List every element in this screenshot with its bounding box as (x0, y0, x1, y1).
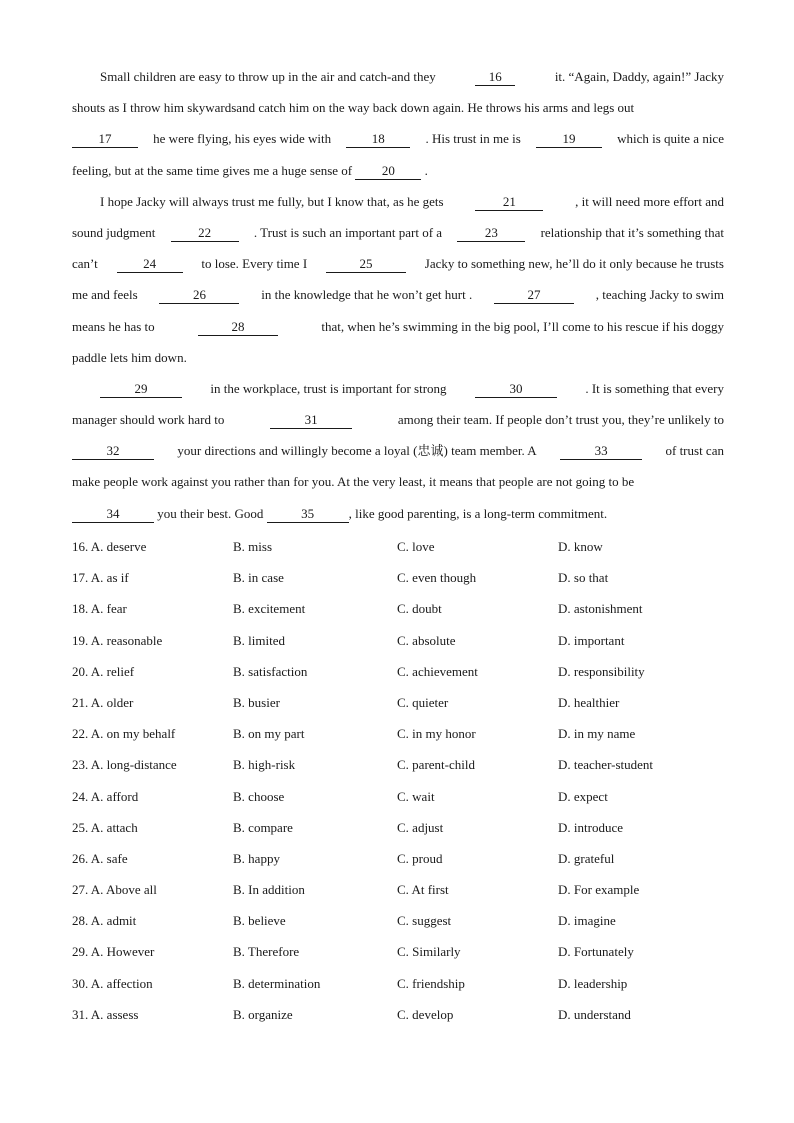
option-b[interactable]: B. limited (233, 632, 285, 648)
passage-line (72, 499, 724, 530)
passage-line (72, 156, 724, 187)
passage-text: I hope Jacky will always trust me fully, but I know that, as he gets (100, 193, 444, 209)
passage-line (72, 312, 724, 343)
passage-line (72, 187, 724, 218)
blank-23[interactable]: 23 (457, 225, 525, 242)
passage-text: manager should work hard to (72, 412, 225, 428)
option-b[interactable]: B. on my part (233, 726, 305, 742)
option-c[interactable]: C. Similarly (397, 944, 461, 960)
option-c[interactable]: C. doubt (397, 601, 442, 617)
option-a[interactable]: 21. A. older (72, 694, 134, 710)
option-d[interactable]: D. grateful (558, 850, 615, 866)
option-a[interactable]: 16. A. deserve (72, 539, 147, 554)
option-a[interactable]: 22. A. on my behalf (72, 726, 176, 742)
option-a[interactable]: 20. A. relief (72, 663, 135, 679)
option-b[interactable]: B. believe (233, 913, 286, 929)
option-d[interactable]: D. leadership (558, 975, 628, 991)
blank-28[interactable]: 28 (198, 319, 278, 336)
option-c[interactable]: C. adjust (397, 819, 444, 835)
option-c[interactable]: C. absolute (397, 632, 456, 648)
option-c[interactable]: C. friendship (397, 975, 465, 991)
blank-17[interactable]: 17 (72, 131, 138, 148)
passage-text: means he has to (72, 318, 155, 334)
passage-text: Small children are easy to throw up in the air and catch-and they (100, 69, 436, 84)
option-d[interactable]: D. in my name (558, 726, 636, 742)
blank-35[interactable]: 35 (267, 506, 349, 523)
blank-26[interactable]: 26 (159, 287, 239, 304)
passage-line (72, 467, 724, 498)
passage-text: to lose. Every time I (201, 256, 308, 272)
question-row (72, 688, 724, 719)
option-c[interactable]: C. achievement (397, 663, 478, 679)
question-row (72, 563, 724, 594)
option-c[interactable]: C. wait (397, 788, 435, 804)
passage-text: can’t (72, 256, 98, 272)
blank-25[interactable]: 25 (326, 256, 406, 273)
option-c[interactable]: C. proud (397, 850, 443, 866)
passage-text: he were flying, his eyes wide with (153, 131, 332, 147)
option-b[interactable]: B. miss (233, 539, 273, 554)
passage-text: . It is something that every (585, 380, 724, 396)
option-d[interactable]: D. know (558, 539, 603, 554)
passage-text: shouts as I throw him skywardsand catch him on the way back down again. He throws his arms and legs out (72, 100, 635, 116)
passage-line (72, 62, 724, 93)
passage-line (72, 124, 724, 155)
passage-text: in the workplace, trust is important for strong (210, 380, 447, 396)
passage-text: me and feels (72, 287, 138, 303)
option-a[interactable]: 28. A. admit (72, 913, 137, 929)
passage-line (72, 218, 724, 249)
option-c[interactable]: C. At first (397, 882, 449, 898)
question-row (72, 626, 724, 657)
blank-33[interactable]: 33 (560, 443, 642, 460)
question-row (72, 719, 724, 750)
cloze-passage (72, 62, 724, 530)
option-d[interactable]: D. teacher-student (558, 757, 654, 773)
blank-30[interactable]: 30 (475, 381, 557, 398)
option-d[interactable]: D. introduce (558, 819, 623, 835)
passage-text: , it will need more effort and (575, 193, 724, 209)
passage-text: . (424, 162, 428, 178)
option-c[interactable]: C. in my honor (397, 726, 476, 742)
option-a[interactable]: 23. A. long-distance (72, 757, 177, 773)
option-b[interactable]: B. satisfaction (233, 663, 308, 679)
blank-18[interactable]: 18 (346, 131, 410, 148)
blank-21[interactable]: 21 (475, 194, 543, 211)
option-d[interactable]: D. responsibility (558, 663, 645, 679)
option-a[interactable]: 29. A. However (72, 944, 155, 960)
option-b[interactable]: B. compare (233, 819, 293, 835)
option-a[interactable]: 27. A. Above all (72, 882, 157, 898)
option-d[interactable]: D. expect (558, 788, 608, 804)
blank-19[interactable]: 19 (536, 131, 602, 148)
question-row (72, 594, 724, 625)
option-a[interactable]: 31. A. assess (72, 1006, 139, 1022)
question-row (72, 937, 724, 968)
question-row (72, 813, 724, 844)
passage-text: , teaching Jacky to swim (595, 287, 724, 303)
option-a[interactable]: 26. A. safe (72, 850, 128, 866)
blank-20[interactable]: 20 (355, 163, 421, 180)
option-a[interactable]: 30. A. affection (72, 975, 153, 991)
passage-text: Jacky to something new, he’ll do it only because he trusts (424, 256, 724, 272)
option-d[interactable]: D. Fortunately (558, 944, 634, 960)
passage-text: . His trust in me is (425, 131, 521, 147)
blank-31[interactable]: 31 (270, 412, 352, 429)
option-a[interactable]: 24. A. afford (72, 788, 139, 804)
passage-line (72, 436, 724, 467)
passage-text: in the knowledge that he won’t get hurt . (261, 287, 473, 303)
option-b[interactable]: B. excitement (233, 601, 306, 617)
passage-line (72, 93, 724, 124)
option-a[interactable]: 17. A. as if (72, 570, 129, 586)
question-row (72, 875, 724, 906)
option-b[interactable]: B. Therefore (233, 944, 300, 960)
question-row (72, 782, 724, 813)
passage-text: , like good parenting, is a long-term commitment. (348, 505, 608, 521)
option-d[interactable]: D. so that (558, 570, 609, 586)
option-b[interactable]: B. in case (233, 570, 284, 586)
blank-29[interactable]: 29 (100, 381, 182, 398)
passage-text: among their team. If people don’t trust you, they’re unlikely to (397, 412, 724, 428)
blank-34[interactable]: 34 (72, 506, 154, 523)
blank-27[interactable]: 27 (494, 287, 574, 304)
passage-text: relationship that it’s something that (540, 224, 724, 240)
option-b[interactable]: B. busier (233, 694, 280, 710)
option-c[interactable]: C. develop (397, 1006, 454, 1022)
option-b[interactable]: B. happy (233, 850, 280, 866)
option-b[interactable]: B. high-risk (233, 757, 296, 773)
option-d[interactable]: D. healthier (558, 694, 620, 710)
passage-text: which is quite a nice (617, 131, 724, 147)
option-d[interactable]: D. For example (558, 882, 640, 898)
option-a[interactable]: 18. A. fear (72, 601, 127, 617)
option-c[interactable]: C. even though (397, 570, 477, 586)
question-row (72, 750, 724, 781)
question-row (72, 1000, 724, 1031)
option-b[interactable]: B. choose (233, 788, 285, 804)
option-d[interactable]: D. important (558, 632, 625, 648)
passage-text: you their best. Good (157, 505, 264, 521)
passage-line (72, 280, 724, 311)
passage-text: that, when he’s swimming in the big pool, I’ll come to his rescue if his doggy (321, 318, 724, 334)
option-d[interactable]: D. understand (558, 1006, 631, 1022)
passage-text: . Trust is such an important part of a (253, 224, 443, 240)
question-row (72, 969, 724, 1000)
passage-text: it. “Again, Daddy, again!” Jacky (554, 69, 724, 84)
option-b[interactable]: B. In addition (233, 882, 305, 898)
blank-32[interactable]: 32 (72, 443, 154, 460)
blank-22[interactable]: 22 (171, 225, 239, 242)
blank-16[interactable]: 16 (475, 69, 515, 86)
question-row (72, 532, 724, 563)
option-b[interactable]: B. organize (233, 1006, 293, 1022)
option-d[interactable]: D. astonishment (558, 601, 643, 617)
passage-text: your directions and willingly become a loyal (忠诚) team member. A (177, 443, 537, 459)
question-row (72, 657, 724, 688)
option-c[interactable]: C. love (397, 539, 435, 554)
passage-text: paddle lets him down. (72, 349, 187, 365)
option-d[interactable]: D. imagine (558, 913, 616, 929)
option-a[interactable]: 19. A. reasonable (72, 632, 163, 648)
question-row (72, 844, 724, 875)
answer-options (72, 532, 724, 1031)
passage-line (72, 374, 724, 405)
passage-line (72, 249, 724, 280)
option-c[interactable]: C. suggest (397, 913, 452, 929)
option-c[interactable]: C. quieter (397, 694, 449, 710)
passage-text: sound judgment (72, 224, 156, 240)
blank-24[interactable]: 24 (117, 256, 183, 273)
question-row (72, 906, 724, 937)
option-c[interactable]: C. parent-child (397, 757, 475, 773)
passage-line (72, 343, 724, 374)
passage-line (72, 405, 724, 436)
option-a[interactable]: 25. A. attach (72, 819, 138, 835)
passage-text: feeling, but at the same time gives me a huge sense of (72, 162, 353, 178)
passage-text: make people work against you rather than for you. At the very least, it means that people are not going to be (72, 474, 635, 490)
passage-text: of trust can (665, 443, 724, 459)
option-b[interactable]: B. determination (233, 975, 321, 991)
